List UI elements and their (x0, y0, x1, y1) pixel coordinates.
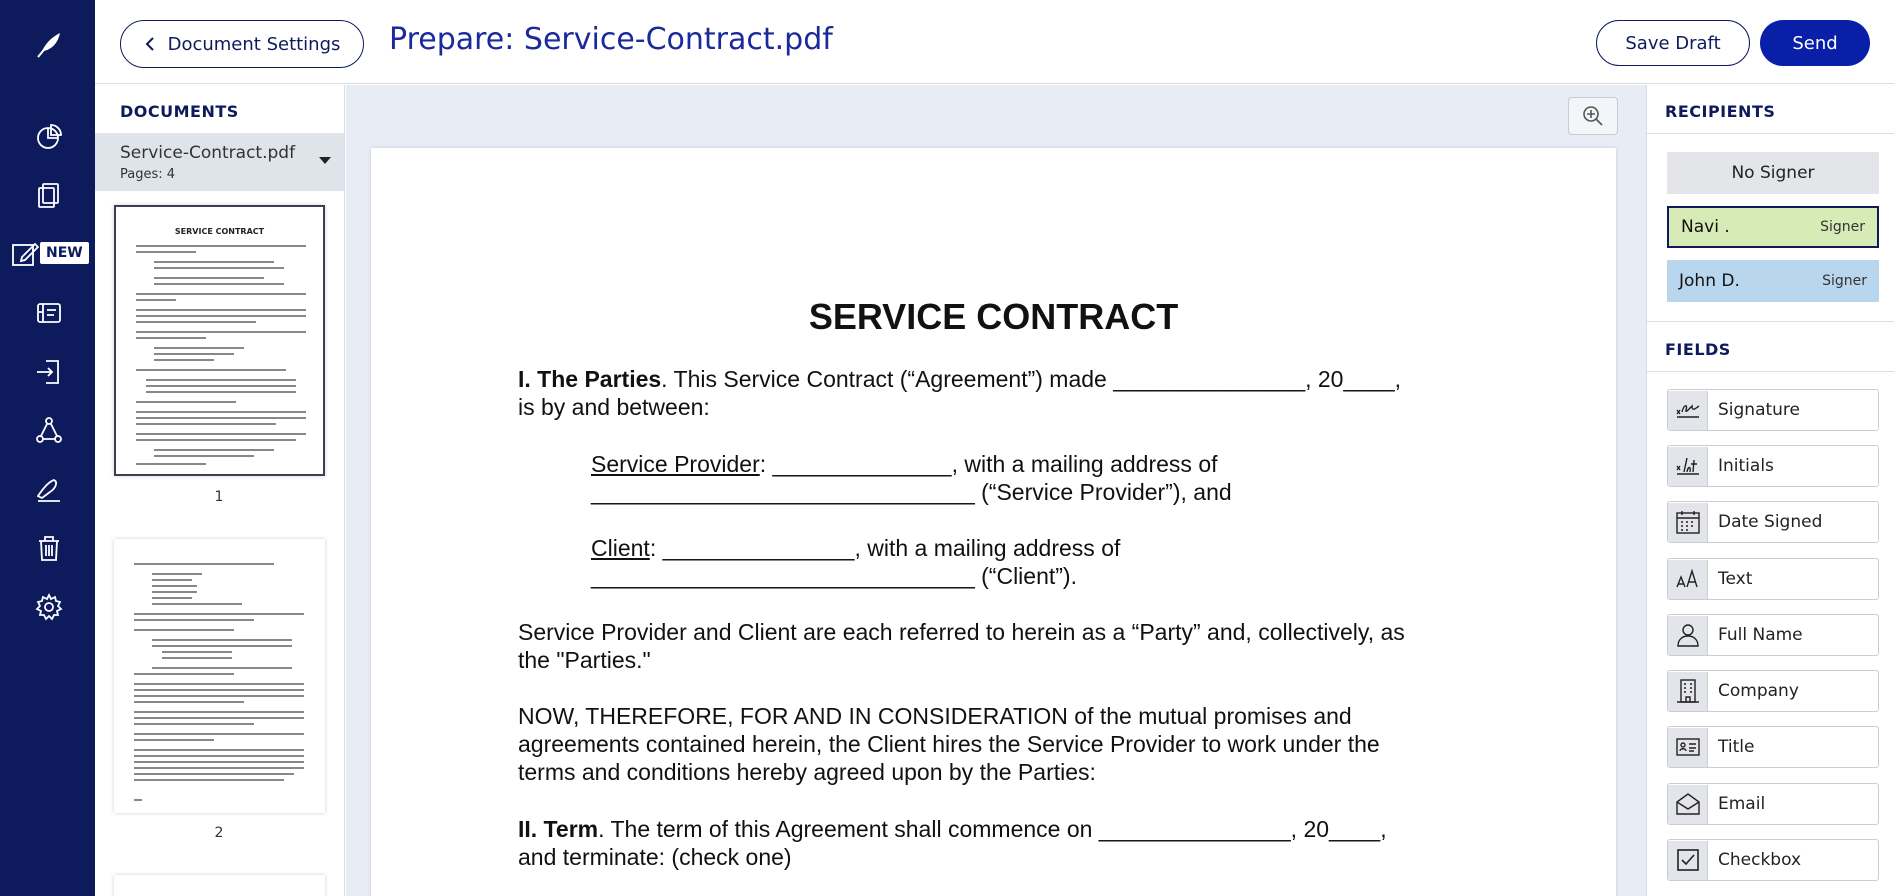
parties-text-line1: . This Service Contract (“Agreement”) made _______________, 20____, (661, 366, 1402, 392)
field-title[interactable] (1667, 726, 1879, 768)
documents-title: DOCUMENTS (120, 102, 239, 121)
field-text[interactable] (1667, 558, 1879, 600)
field-date-signed[interactable] (1667, 501, 1879, 543)
field-initials[interactable] (1667, 445, 1879, 487)
field-email[interactable] (1667, 783, 1879, 825)
field-label: Checkbox (1718, 850, 1802, 870)
settings-gear-icon[interactable] (0, 583, 95, 631)
zoom-in-button[interactable] (1568, 97, 1618, 135)
fields-title: FIELDS (1665, 340, 1731, 359)
right-panel (1646, 85, 1894, 896)
save-draft-button[interactable]: Save Draft (1596, 20, 1750, 66)
page-thumbnail-1[interactable] (114, 205, 325, 476)
field-full-name[interactable] (1667, 614, 1879, 656)
trash-icon[interactable] (0, 524, 95, 572)
field-signature[interactable] (1667, 389, 1879, 431)
service-provider-line2: ______________________________ (“Service Provider”), and (591, 479, 1232, 505)
parties-heading: I. The Parties (518, 366, 662, 392)
pie-chart-icon[interactable] (0, 113, 95, 161)
collective-line1: Service Provider and Client are each referred to herein as a “Party” and, collectively, as (518, 619, 1405, 645)
term-line2: and terminate: (check one) (518, 844, 792, 870)
field-label: Title (1718, 737, 1755, 757)
documents-panel (95, 85, 345, 896)
top-header (95, 0, 1894, 84)
recipient-john[interactable] (1667, 260, 1879, 302)
recipients-title: RECIPIENTS (1665, 102, 1776, 121)
recipient-navi[interactable] (1667, 206, 1879, 248)
parties-text-line2: is by and between: (518, 394, 710, 420)
term-line1: . The term of this Agreement shall commence on _______________, 20____, (598, 816, 1387, 842)
chevron-left-icon (144, 36, 156, 52)
id-card-icon (1668, 728, 1708, 767)
recipient-role: Signer (1820, 219, 1865, 235)
edit-icon[interactable] (0, 230, 95, 278)
parties-paragraph (518, 365, 1401, 421)
zoom-in-icon (1581, 104, 1605, 128)
field-label: Full Name (1718, 625, 1803, 645)
document-page[interactable] (371, 148, 1616, 896)
term-paragraph (518, 815, 1387, 871)
field-label: Signature (1718, 400, 1801, 420)
building-icon (1668, 672, 1708, 711)
field-checkbox[interactable] (1667, 839, 1879, 881)
field-label: Date Signed (1718, 512, 1823, 532)
document-canvas (346, 85, 1646, 896)
now-therefore-paragraph (518, 702, 1380, 786)
service-provider-paragraph (591, 450, 1232, 506)
now-line1: NOW, THEREFORE, FOR AND IN CONSIDERATION of the mutual promises and (518, 703, 1352, 729)
envelope-icon (1668, 785, 1708, 824)
network-icon[interactable] (0, 406, 95, 454)
back-button-label: Document Settings (167, 33, 341, 55)
service-provider-line1: : ______________, with a mailing address of (759, 451, 1218, 477)
collective-paragraph (518, 618, 1405, 674)
field-label: Company (1718, 681, 1799, 701)
sign-out-door-icon[interactable] (0, 348, 95, 396)
field-label: Initials (1718, 456, 1774, 476)
caret-down-icon[interactable] (319, 157, 331, 164)
client-label: Client (591, 535, 650, 561)
collective-line2: the "Parties." (518, 647, 651, 673)
document-heading: SERVICE CONTRACT (808, 296, 1179, 337)
nav-rail (0, 0, 95, 896)
thumb-heading: SERVICE CONTRACT (174, 227, 265, 236)
page-title: Prepare: Service-Contract.pdf (389, 22, 833, 57)
send-button[interactable]: Send (1760, 20, 1870, 66)
recipient-name: John D. (1679, 271, 1740, 291)
service-provider-label: Service Provider (591, 451, 760, 477)
recipient-role: Signer (1822, 273, 1867, 289)
now-line3: terms and conditions hereby agreed upon by the Parties: (518, 759, 1096, 785)
field-label: Text (1718, 569, 1753, 589)
recipient-no-signer[interactable]: No Signer (1667, 152, 1879, 194)
checkbox-icon (1668, 841, 1708, 880)
feather-logo-icon[interactable] (0, 20, 95, 68)
page-thumbnail-2[interactable] (114, 539, 325, 813)
field-company[interactable] (1667, 670, 1879, 712)
person-icon (1668, 616, 1708, 655)
initials-icon (1668, 447, 1708, 486)
text-icon (1668, 560, 1708, 599)
calendar-icon (1668, 503, 1708, 542)
new-badge: NEW (40, 242, 89, 264)
document-name: Service-Contract.pdf (120, 143, 296, 163)
client-line1: : _______________, with a mailing address of (649, 535, 1121, 561)
signature-hand-icon[interactable] (0, 465, 95, 513)
recipient-name: Navi . (1681, 217, 1730, 237)
term-heading: II. Term (518, 816, 599, 842)
documents-icon[interactable] (0, 171, 95, 219)
client-line2: ______________________________ (“Client”). (591, 563, 1077, 589)
thumbnail-label: 1 (214, 489, 224, 505)
document-pages: Pages: 4 (120, 167, 176, 182)
now-line2: agreements contained herein, the Client hires the Service Provider to work under the (518, 731, 1380, 757)
thumbnail-label: 2 (214, 825, 224, 841)
client-paragraph (591, 534, 1120, 590)
document-selector[interactable] (95, 133, 345, 191)
page-thumbnail-3[interactable] (114, 875, 325, 896)
signature-icon (1668, 391, 1708, 430)
field-label: Email (1718, 794, 1766, 814)
templates-icon[interactable] (0, 289, 95, 337)
document-settings-back-button[interactable] (120, 20, 364, 68)
